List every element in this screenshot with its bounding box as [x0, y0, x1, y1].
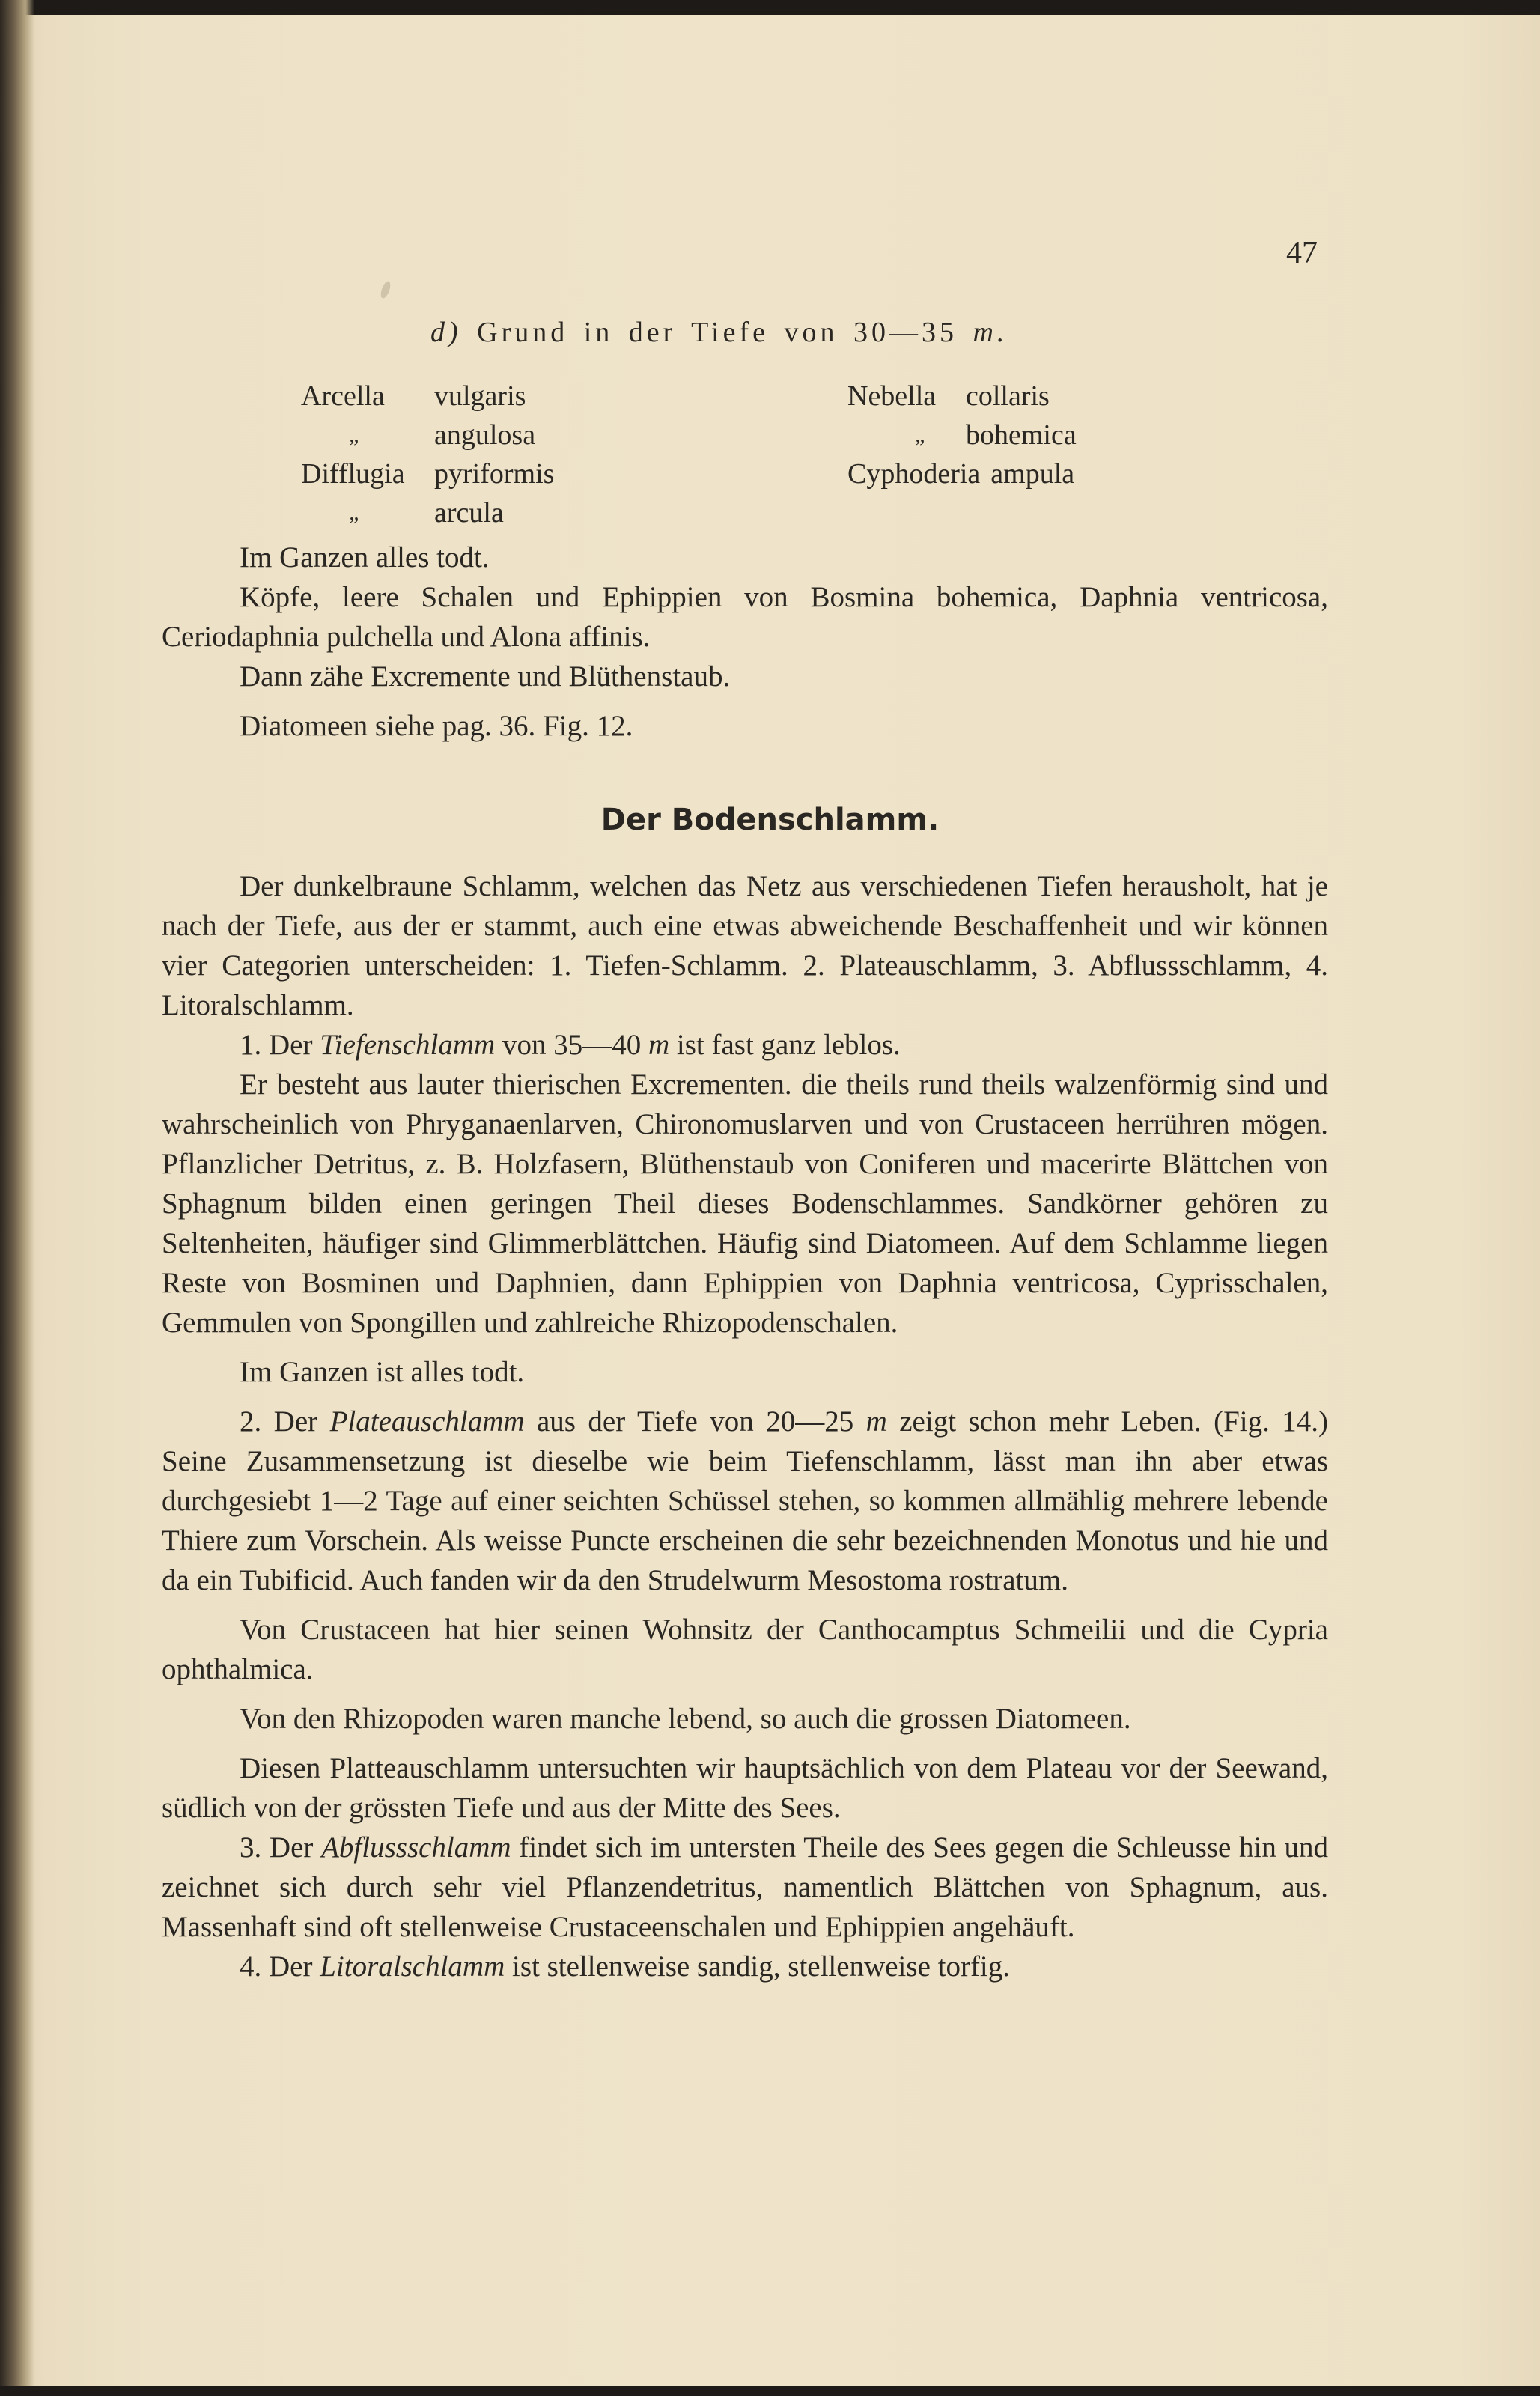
species-row: [301, 416, 690, 454]
species-row: [847, 377, 1237, 416]
section-title: Der Bodenschlamm.: [600, 803, 940, 837]
species-genus: Difflugia: [301, 458, 405, 490]
species-row: [301, 493, 690, 532]
body-paragraph: Der dunkelbraune Schlamm, welchen das Netz aus verschiedenen Tiefen herausholt, hat je nach der Tiefe, aus der er stammt, auch eine etwas abweichende Beschaffenheit und wir können vier Categorien unterscheiden: 1. Tiefen-Schlamm. 2. Plateauschlamm, 3. Abflussschlamm, 4. Litoralschlamm.: [162, 870, 1328, 1021]
body-paragraph: 4. Der Litoralschlamm ist stellenweise sandig, stellenweise torfig.: [240, 1950, 1011, 1983]
species-name: pyriformis: [434, 458, 555, 490]
body-paragraph: 2. Der Plateauschlamm aus der Tiefe von 20—25 m zeigt schon mehr Leben. (Fig. 14.) Seine Zusammensetzung ist dieselbe wie beim Tiefenschlamm, lässt man ihn aber etwas durchgesiebt 1—2 Tage auf einer seichten Schüssel stehen, so kommen allmählig mehrere lebende Thiere zum Vorschein. Als weisse Puncte erscheinen die sehr bezeichnenden Monotus und hie und da ein Tubificid. Auch fanden wir da den Strudelwurm Mesostoma rostratum.: [162, 1405, 1329, 1596]
intro-text: [162, 538, 1328, 746]
species-name: collaris: [966, 380, 1050, 412]
species-genus: Arcella: [301, 380, 385, 412]
page-number: 47: [1286, 236, 1318, 270]
intro-paragraph: Dann zähe Excremente und Blüthenstaub.: [240, 660, 731, 693]
body-paragraph: Von den Rhizopoden waren manche lebend, so auch die grossen Diatomeen.: [240, 1703, 1131, 1735]
species-row: [847, 416, 1237, 454]
subheading: [430, 316, 1008, 349]
scan-top-edge: [0, 0, 1540, 15]
body-paragraph: Er besteht aus lauter thierischen Excrementen. die theils rund theils walzenförmig sind und wahrscheinlich von Phryganaenlarven, Chironomuslarven und von Crustaceen herrühren mögen. Pflanzlicher Detritus, z. B. Holzfasern, Blüthenstaub von Coniferen und macerirte Blättchen von Sphagnum bilden einen geringen Theil dieses Bodenschlammes. Sandkörner gehören zu Seltenheiten, häufiger sind Glimmerblättchen. Häufig sind Diatomeen. Auf dem Schlamme liegen Reste von Bosminen und Daphnien, dann Ephippien von Daphnia ventricosa, Cyprisschalen, Gemmulen von Spongillen und zahlreiche Rhizopodenschalen.: [162, 1068, 1328, 1339]
subheading-letter: d): [430, 317, 462, 348]
body-paragraph: 3. Der Abflussschlamm findet sich im untersten Theile des Sees gegen die Schleusse hin und zeichnet sich durch sehr viel Pflanzendetritus, namentlich Blättchen von Sphagnum, aus. Massenhaft sind oft stellenweise Crustaceenschalen und Ephippien angehäuft.: [162, 1831, 1329, 1943]
book-binding-shadow: [0, 0, 34, 2396]
species-name: vulgaris: [434, 380, 526, 412]
species-row: [301, 377, 690, 416]
species-row: [301, 454, 690, 493]
body-paragraph: Von Crustaceen hat hier seinen Wohnsitz der Canthocamptus Schmeilii und die Cypria ophthalmica.: [162, 1614, 1328, 1685]
species-name: ampula: [990, 458, 1075, 490]
species-genus: Cyphoderia: [847, 458, 981, 490]
intro-paragraph: Im Ganzen alles todt.: [240, 541, 490, 574]
species-name: angulosa: [434, 419, 536, 451]
ditto-mark: „: [349, 500, 362, 525]
species-row: [847, 454, 1237, 493]
ditto-mark: „: [915, 422, 928, 447]
body-paragraph: Im Ganzen ist alles todt.: [240, 1356, 525, 1388]
ditto-mark: „: [349, 422, 362, 447]
species-name: arcula: [434, 497, 504, 529]
intro-paragraph: Diatomeen siehe pag. 36. Fig. 12.: [240, 710, 633, 742]
species-list-left: [301, 377, 690, 532]
body-text: [162, 866, 1328, 1986]
subheading-text: Grund in der Tiefe von 30—35: [477, 317, 958, 348]
species-name: bohemica: [966, 419, 1077, 451]
body-paragraph: Diesen Platteauschlamm untersuchten wir hauptsächlich von dem Plateau vor der Seewand, südlich von der grössten Tiefe und aus der Mitte des Sees.: [162, 1752, 1328, 1824]
paper-stain: [379, 280, 392, 300]
body-paragraph: 1. Der Tiefenschlamm von 35—40 m ist fast ganz leblos.: [240, 1029, 901, 1061]
intro-paragraph: Köpfe, leere Schalen und Ephippien von Bosmina bohemica, Daphnia ventricosa, Ceriodaphnia pulchella und Alona affinis.: [162, 581, 1328, 653]
scan-bottom-edge: [0, 2386, 1540, 2396]
subheading-unit: m.: [973, 317, 1008, 348]
species-list-right: [847, 377, 1237, 493]
species-genus: Nebella: [847, 380, 937, 412]
